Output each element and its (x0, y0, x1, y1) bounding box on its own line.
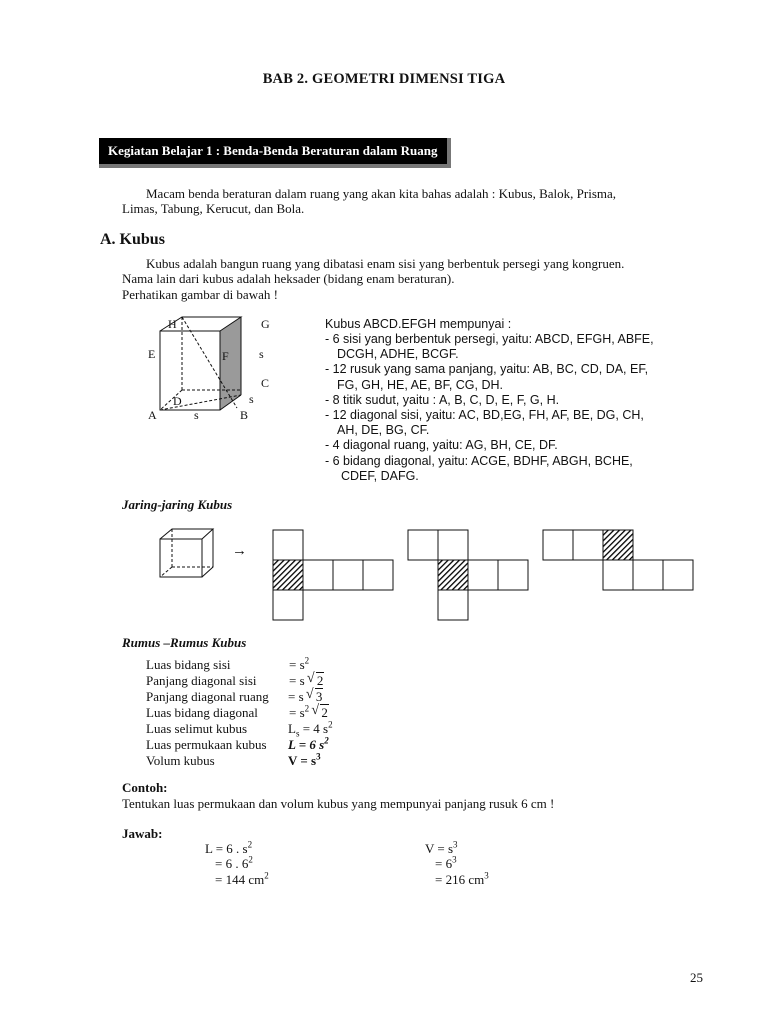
example-question: Tentukan luas permukaan dan volum kubus yang mempunyai panjang rusuk 6 cm ! (122, 796, 555, 811)
example-heading: Contoh: (122, 780, 168, 795)
cube-description-line: AH, DE, BG, CF. (337, 423, 430, 438)
cube-description-heading: Kubus ABCD.EFGH mempunyai : (325, 317, 512, 331)
intro-line-2: Limas, Tabung, Kerucut, dan Bola. (122, 201, 305, 216)
small-cube-icon (155, 525, 217, 581)
answer-right-line-3: = 216 $cm^3$ (435, 870, 489, 887)
cube-label-s-bottom: s (194, 408, 199, 422)
formula-row: Volum kubus $V = s^3$ (146, 751, 321, 768)
cube-nets (270, 528, 700, 623)
answer-heading: Jawab: (122, 826, 163, 841)
answer-right-line-1: $V = s^3$ (425, 839, 458, 856)
answer-right-line-2: = $6^3$ (435, 854, 457, 871)
net-1-shaded-square (273, 560, 303, 590)
cube-front-face (160, 331, 220, 410)
kubus-definition-line-3: Perhatikan gambar di bawah ! (122, 287, 278, 302)
cube-description-list (325, 332, 705, 484)
activity-banner: Kegiatan Belajar 1 : Benda-Benda Beraturan dalam Ruang (99, 138, 451, 168)
formula-row: Luas selimut kubus $L_s = 4$ $s^2$ (146, 719, 333, 739)
cube-description-line: - 6 bidang diagonal, yaitu: ACGE, BDHF, ABGH, BCHE, (325, 453, 633, 468)
net-3 (543, 530, 693, 590)
cube-label-c: C (261, 376, 270, 390)
intro-line-1: Macam benda beraturan dalam ruang yang akan kita bahas adalah : Kubus, Balok, Prisma, (146, 186, 617, 201)
answer-left-line-2: = 6 . $6^2$ (215, 854, 253, 871)
formula-row: Luas permukaan kubus L = 6 $s^2$ (146, 735, 329, 752)
cube-label-e: E (148, 347, 156, 361)
cube-shaded-right-face (220, 317, 241, 410)
section-heading: A. Kubus (100, 231, 165, 248)
cube-description (325, 317, 705, 484)
cube-label-a: A (148, 408, 157, 422)
answer-left-line-3: = 144 $cm^2$ (215, 870, 269, 887)
net-3-shaded-square (603, 530, 633, 560)
formulas-heading: Rumus –Rumus Kubus (122, 635, 247, 650)
answer-left-line-1: L = 6 . $s^2$ (205, 839, 253, 856)
cube-description-line: - 12 diagonal sisi, yaitu: AC, BD,EG, FH, AF, BE, DG, CH, (325, 408, 644, 422)
cube-description-line: FG, GH, HE, AE, BF, CG, DH. (337, 377, 503, 392)
page-title: BAB 2. GEOMETRI DIMENSI TIGA (262, 71, 506, 87)
net-arrow-icon: → (232, 543, 247, 559)
page-number: 25 (690, 970, 703, 985)
formula-table (146, 655, 333, 769)
cube-label-s-depth: s (249, 392, 254, 406)
cube-description-line: - 4 diagonal ruang, yaitu: AG, BH, CE, DF. (325, 438, 558, 453)
cube-description-line: DCGH, ADHE, BCGF. (337, 347, 459, 362)
cube-description-line: - 12 rusuk yang sama panjang, yaitu: AB, BC, CD, DA, EF, (325, 362, 649, 377)
formula-row: Panjang diagonal ruang = s √ 3 (146, 689, 269, 705)
formula-row: Luas bidang diagonal = $s^2$ √ 2 (146, 705, 269, 721)
cube-label-d: D (173, 394, 182, 408)
formula-row: Panjang diagonal sisi = s √ 2 (146, 673, 269, 689)
formula-row: Luas bidang sisi = $s^2$ (146, 655, 310, 672)
cube-description-line: - 8 titik sudut, yaitu : A, B, C, D, E, F, G, H. (325, 392, 560, 407)
cube-diagram (140, 312, 280, 427)
net-2-shaded-square (438, 560, 468, 590)
net-2 (408, 530, 528, 620)
cube-description-line: - 6 sisi yang berbentuk persegi, yaitu: ABCD, EFGH, ABFE, (325, 332, 654, 346)
kubus-definition-line-1: Kubus adalah bangun ruang yang dibatasi enam sisi yang berbentuk persegi yang kongruen. (146, 256, 625, 271)
cube-label-h: H (168, 317, 177, 331)
cube-label-f: F (222, 349, 229, 363)
cube-description-line: CDEF, DAFG. (341, 468, 419, 483)
cube-label-b: B (240, 408, 249, 422)
cube-label-g: G (261, 317, 270, 331)
net-1 (273, 530, 393, 620)
kubus-definition-line-2: Nama lain dari kubus adalah heksader (bidang enam beraturan). (122, 271, 455, 286)
cube-label-s-right: s (259, 347, 264, 361)
nets-heading: Jaring-jaring Kubus (122, 497, 233, 512)
